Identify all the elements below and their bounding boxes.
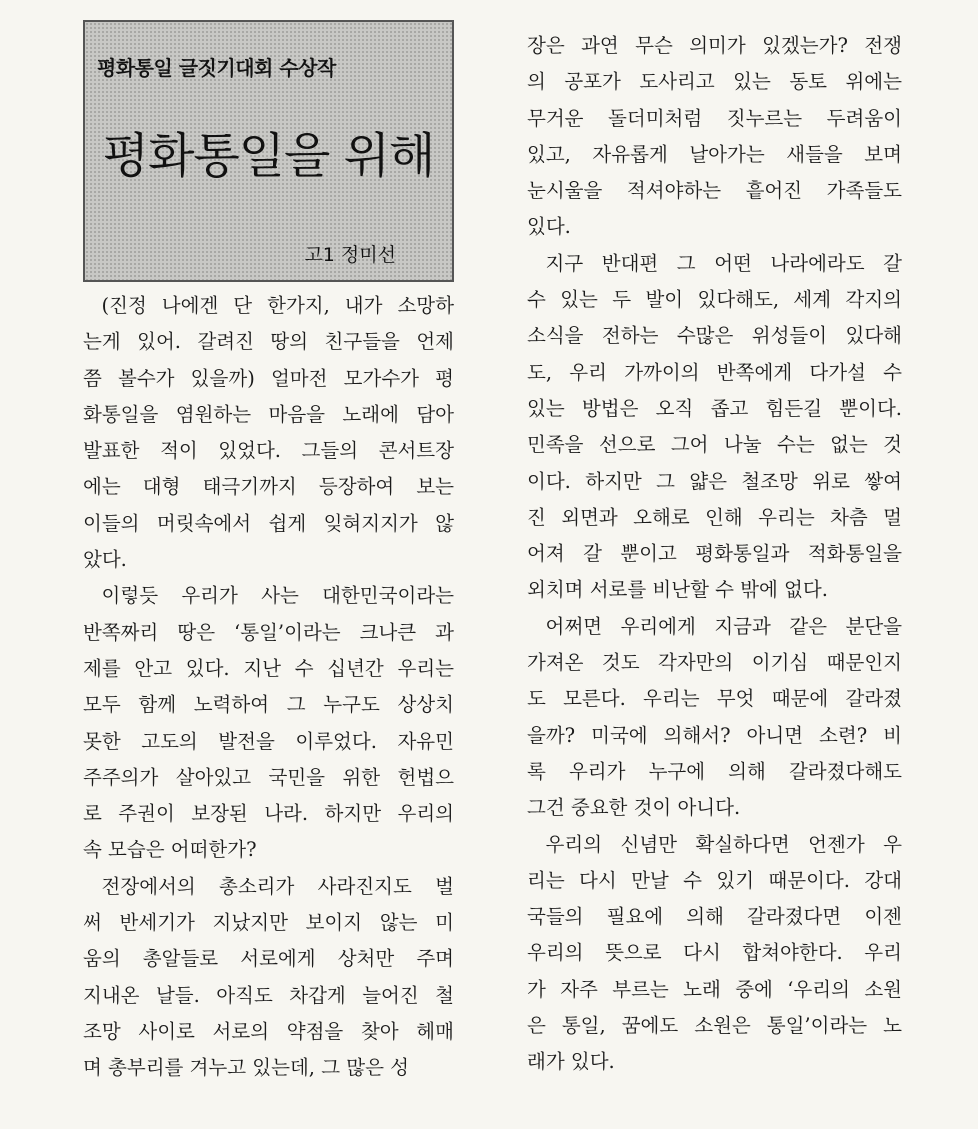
paragraph [527, 609, 902, 827]
text-line: (진정 나에겐 단 한가지, 내가 소망하 [101, 294, 454, 317]
text-line: 우리의 뜻으로 다시 합쳐야한다. 우리 [527, 941, 902, 965]
text-line: 지구 반대편 그 어떤 나라에라도 갈 [545, 251, 902, 275]
text-line: 의 공포가 도사리고 있는 동토 위에는 [527, 70, 902, 94]
text-line: 전장에서의 총소리가 사라진지도 벌 [101, 874, 454, 898]
text-line: 우리의 신념만 확실하다면 언젠가 우 [545, 832, 902, 856]
text-line: 모두 함께 노력하여 그 누구도 상상치 [83, 693, 454, 717]
text-line: 있는 방법은 오직 좁고 힘든길 뿐이다. [527, 396, 902, 420]
text-line: 그건 중요한 것이 아니다. [527, 796, 741, 820]
text-line: 국들의 필요에 의해 갈라졌다면 이젠 [527, 905, 902, 929]
text-line: 외치며 서로를 비난할 수 밖에 없다. [527, 578, 828, 602]
text-line: 있고, 자유롭게 날아가는 새들을 보며 [527, 142, 902, 166]
paragraph [527, 28, 902, 246]
paragraph [83, 578, 454, 868]
text-line: 았다. [83, 548, 127, 572]
text-line: 가져온 것도 각자만의 이기심 때문인지 [527, 651, 902, 675]
text-line: 어져 갈 뿐이고 평화통일과 적화통일을 [527, 542, 902, 566]
article-title-box [83, 20, 454, 282]
text-line: 쯤 볼수가 있을까) 얼마전 모가수가 평 [83, 366, 454, 390]
text-line: 주주의가 살아있고 국민을 위한 헌법으 [83, 765, 454, 789]
text-line: 소식을 전하는 수많은 위성들이 있다해 [527, 324, 902, 348]
text-line: 움의 총알들로 서로에게 상처만 주며 [83, 947, 454, 971]
text-line: 래가 있다. [527, 1050, 615, 1074]
left-text-column [83, 288, 454, 1087]
text-line: 이들의 머릿속에서 쉽게 잊혀지지가 않 [83, 511, 454, 535]
text-line: 있다. [527, 215, 571, 239]
text-line: 어쩌면 우리에게 지금과 같은 분단을 [545, 614, 902, 638]
text-line: 록 우리가 누구에 의해 갈라졌다해도 [527, 759, 902, 783]
text-line: 못한 고도의 발전을 이루었다. 자유민 [83, 729, 454, 753]
text-line: 이다. 하지만 그 얇은 철조망 위로 쌓여 [527, 469, 902, 493]
paragraph [83, 869, 454, 1087]
text-line: 조망 사이로 서로의 약점을 찾아 헤매 [83, 1019, 454, 1043]
article-title: 평화통일을 위해 [102, 128, 435, 184]
text-line: 에는 대형 태극기까지 등장하여 보는 [83, 475, 454, 499]
paragraph [83, 288, 454, 578]
contest-label: 평화통일 글짓기대회 수상작 [97, 56, 336, 80]
author-byline: 고1 정미선 [304, 244, 396, 266]
text-line: 며 총부리를 겨누고 있는데, 그 많은 성 [83, 1056, 409, 1080]
right-text-column [527, 28, 902, 1081]
text-line: 속 모습은 어떠한가? [83, 838, 257, 862]
text-line: 장은 과연 무슨 의미가 있겠는가? 전쟁 [527, 34, 902, 57]
text-line: 반쪽짜리 땅은 ‘통일’이라는 크나큰 과 [83, 620, 454, 644]
paragraph [527, 827, 902, 1081]
text-line: 제를 안고 있다. 지난 수 십년간 우리는 [83, 656, 454, 680]
text-line: 이렇듯 우리가 사는 대한민국이라는 [101, 584, 454, 608]
text-line: 발표한 적이 있었다. 그들의 콘서트장 [83, 439, 454, 463]
text-line: 무거운 돌더미처럼 짓누르는 두려움이 [527, 106, 902, 130]
text-line: 민족을 선으로 그어 나눌 수는 없는 것 [527, 433, 902, 457]
text-line: 수 있는 두 발이 있다해도, 세계 각지의 [527, 288, 902, 312]
text-line: 는게 있어. 갈려진 땅의 친구들을 언제 [83, 330, 454, 354]
text-line: 을까? 미국에 의해서? 아니면 소련? 비 [527, 723, 902, 747]
text-line: 은 통일, 꿈에도 소원은 통일’이라는 노 [527, 1014, 902, 1038]
text-line: 지내온 날들. 아직도 차갑게 늘어진 철 [83, 983, 454, 1007]
text-line: 리는 다시 만날 수 있기 때문이다. 강대 [527, 868, 902, 892]
text-line: 가 자주 부르는 노래 중에 ‘우리의 소원 [527, 977, 902, 1001]
text-line: 화통일을 염원하는 마음을 노래에 담아 [83, 402, 454, 426]
text-line: 도, 우리 가까이의 반쪽에게 다가설 수 [527, 360, 902, 384]
text-line: 눈시울을 적셔야하는 흩어진 가족들도 [527, 179, 902, 203]
text-line: 로 주권이 보장된 나라. 하지만 우리의 [83, 802, 454, 826]
text-line: 진 외면과 오해로 인해 우리는 차츰 멀 [527, 505, 902, 529]
text-line: 써 반세기가 지났지만 보이지 않는 미 [83, 911, 454, 935]
paragraph [527, 246, 902, 609]
text-line: 도 모른다. 우리는 무엇 때문에 갈라졌 [527, 687, 902, 711]
